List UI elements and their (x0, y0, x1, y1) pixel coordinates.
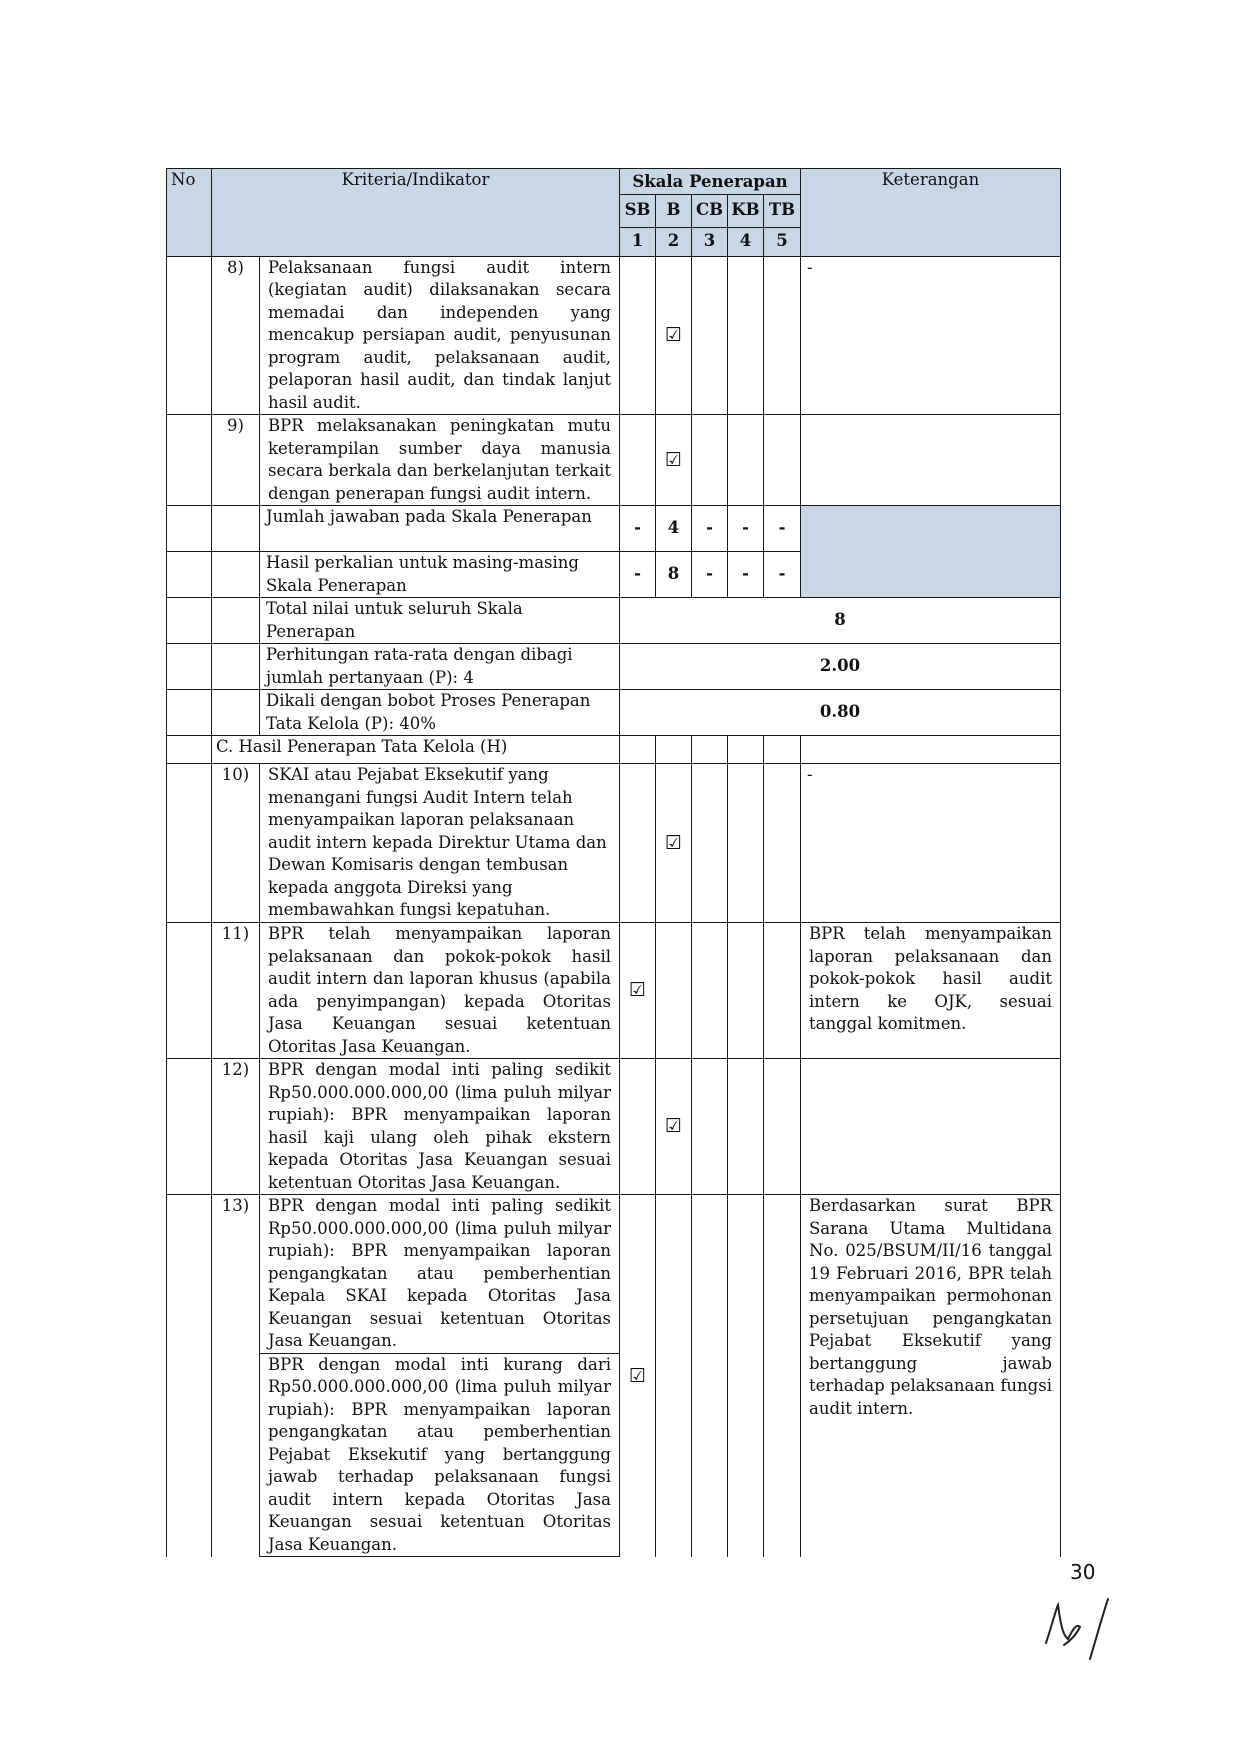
scale-cell-4 (728, 1195, 764, 1557)
header-number-4: 4 (728, 227, 764, 256)
scale-cell-4 (728, 736, 764, 764)
header-kriteria: Kriteria/Indikator (212, 169, 620, 257)
header-keterangan: Keterangan (801, 169, 1061, 257)
section-c-title: C. Hasil Penerapan Tata Kelola (H) (212, 736, 620, 764)
header-number-1: 1 (620, 227, 656, 256)
blank-no-cell (167, 644, 212, 690)
keterangan-cell: - (801, 256, 1061, 415)
criteria-text: BPR melaksanakan peningkatan mutu keterampilan sumber daya manusia secara berkala dan berkelanjutan terkait dengan penerapan fungsi audit intern. (260, 415, 620, 506)
criteria-row (167, 923, 1061, 1059)
summary-total-value: 8 (620, 598, 1061, 644)
keterangan-cell (801, 415, 1061, 506)
header-code-b: B (656, 194, 692, 227)
scale-cell-1 (620, 256, 656, 415)
handwritten-paraf-icon (1040, 1595, 1120, 1665)
criteria-row (167, 256, 1061, 415)
scale-cell-3 (692, 1059, 728, 1195)
shaded-cell (801, 506, 1061, 598)
scale-cell-2 (656, 923, 692, 1059)
summary-row-rata (167, 644, 1061, 690)
blank-no-cell (167, 736, 212, 764)
criteria-text: BPR dengan modal inti paling sedikit Rp50.000.000.000,00 (lima puluh milyar rupiah): BPR menyampaikan laporan hasil kaji ulang oleh pihak ekstern kepada Otoritas Jasa Keuangan sesuai ketentuan Otoritas Jasa Keuangan. (260, 1059, 620, 1195)
summary-row-total (167, 598, 1061, 644)
header-code-tb: TB (764, 194, 801, 227)
header-skala-penerapan: Skala Penerapan (620, 169, 801, 195)
keterangan-cell: - (801, 764, 1061, 923)
scale-cell-5 (764, 923, 801, 1059)
header-number-5: 5 (764, 227, 801, 256)
header-code-cb: CB (692, 194, 728, 227)
header-code-sb: SB (620, 194, 656, 227)
scale-cell-3 (692, 736, 728, 764)
keterangan-cell: Berdasarkan surat BPR Sarana Utama Multidana No. 025/BSUM/II/16 tanggal 19 Februari 2016, BPR telah menyampaikan permohonan persetujuan pengangkatan Pejabat Eksekutif yang bertanggung jawab terhadap pelaksanaan fungsi audit intern. (801, 1195, 1061, 1557)
scale-cell-3 (692, 764, 728, 923)
scale-cell-3 (692, 256, 728, 415)
scale-cell-1 (620, 764, 656, 923)
scale-cell-1 (620, 415, 656, 506)
header-number-2: 2 (656, 227, 692, 256)
scale-cell-1 (620, 736, 656, 764)
criteria-text-alt: BPR dengan modal inti kurang dari Rp50.000.000.000,00 (lima puluh milyar rupiah): BPR menyampaikan laporan pengangkatan atau pemberhentian Pejabat Eksekutif yang bertanggung jawab terhadap pelaksanaan fungsi audit intern kepada Otoritas Jasa Keuangan sesuai ketentuan Otoritas Jasa Keuangan. (260, 1353, 620, 1557)
blank-no-cell (167, 598, 212, 644)
blank-no-cell (167, 1059, 212, 1195)
checkbox-checked-icon: ☑ (620, 923, 656, 1059)
criteria-text: BPR telah menyampaikan laporan pelaksanaan dan pokok-pokok hasil audit intern dan laporan khusus (apabila ada penyimpangan) kepada Otoritas Jasa Keuangan sesuai ketentuan Otoritas Jasa Keuangan. (260, 923, 620, 1059)
summary-value-5: - (764, 552, 801, 598)
blank-no-cell (167, 506, 212, 552)
scale-cell-4 (728, 923, 764, 1059)
criteria-text: BPR dengan modal inti paling sedikit Rp50.000.000.000,00 (lima puluh milyar rupiah): BPR menyampaikan laporan pengangkatan atau pemberhentian Kepala SKAI kepada Otoritas Jasa Keuangan sesuai ketentuan Otoritas Jasa Keuangan. (260, 1195, 620, 1354)
row-number: 13) (212, 1195, 260, 1557)
blank-no-cell (167, 552, 212, 598)
scale-cell-4 (728, 256, 764, 415)
blank-num-cell (212, 690, 260, 736)
summary-label: Perhitungan rata-rata dengan dibagi jumlah pertanyaan (P): 4 (260, 644, 620, 690)
scale-cell-3 (692, 1195, 728, 1557)
blank-no-cell (167, 415, 212, 506)
row-number: 11) (212, 923, 260, 1059)
summary-row-jumlah (167, 506, 1061, 552)
blank-num-cell (212, 598, 260, 644)
row-number: 8) (212, 256, 260, 415)
checkbox-checked-icon: ☑ (656, 764, 692, 923)
scale-cell-5 (764, 736, 801, 764)
summary-value-1: - (620, 506, 656, 552)
criteria-row (167, 1195, 1061, 1354)
checkbox-checked-icon: ☑ (656, 1059, 692, 1195)
blank-num-cell (212, 552, 260, 598)
scale-cell-4 (728, 764, 764, 923)
keterangan-cell (801, 736, 1061, 764)
scale-cell-3 (692, 415, 728, 506)
criteria-row (167, 415, 1061, 506)
header-no: No (167, 169, 212, 257)
header-number-3: 3 (692, 227, 728, 256)
summary-value-4: - (728, 506, 764, 552)
blank-no-cell (167, 1195, 212, 1557)
summary-rata-value: 2.00 (620, 644, 1061, 690)
scale-cell-5 (764, 764, 801, 923)
scale-cell-4 (728, 1059, 764, 1195)
keterangan-cell (801, 1059, 1061, 1195)
summary-label: Total nilai untuk seluruh Skala Penerapan (260, 598, 620, 644)
blank-no-cell (167, 690, 212, 736)
header-code-kb: KB (728, 194, 764, 227)
blank-no-cell (167, 764, 212, 923)
row-number: 12) (212, 1059, 260, 1195)
keterangan-cell: BPR telah menyampaikan laporan pelaksanaan dan pokok-pokok hasil audit intern ke OJK, sesuai tanggal komitmen. (801, 923, 1061, 1059)
criteria-row (167, 764, 1061, 923)
criteria-text: Pelaksanaan fungsi audit intern (kegiatan audit) dilaksanakan secara memadai dan independen yang mencakup persiapan audit, penyusunan program audit, pelaksanaan audit, pelaporan hasil audit, dan tindak lanjut hasil audit. (260, 256, 620, 415)
checkbox-checked-icon: ☑ (656, 256, 692, 415)
scale-cell-5 (764, 1059, 801, 1195)
summary-value-5: - (764, 506, 801, 552)
scale-cell-1 (620, 1059, 656, 1195)
summary-value-3: - (692, 552, 728, 598)
section-c-row (167, 736, 1061, 764)
blank-no-cell (167, 256, 212, 415)
summary-label: Dikali dengan bobot Proses Penerapan Tata Kelola (P): 40% (260, 690, 620, 736)
row-number: 10) (212, 764, 260, 923)
checkbox-checked-icon: ☑ (656, 415, 692, 506)
scale-cell-4 (728, 415, 764, 506)
assessment-table (166, 168, 1061, 1557)
blank-num-cell (212, 644, 260, 690)
scale-cell-3 (692, 923, 728, 1059)
scale-cell-5 (764, 1195, 801, 1557)
summary-value-1: - (620, 552, 656, 598)
summary-value-2: 8 (656, 552, 692, 598)
summary-label: Jumlah jawaban pada Skala Penerapan (260, 506, 620, 552)
page-number: 30 (1070, 1560, 1096, 1584)
summary-value-3: - (692, 506, 728, 552)
checkbox-checked-icon: ☑ (620, 1195, 656, 1557)
criteria-row (167, 1059, 1061, 1195)
scale-cell-2 (656, 736, 692, 764)
scale-cell-5 (764, 415, 801, 506)
summary-row-bobot (167, 690, 1061, 736)
summary-bobot-value: 0.80 (620, 690, 1061, 736)
scale-cell-5 (764, 256, 801, 415)
scale-cell-2 (656, 1195, 692, 1557)
blank-num-cell (212, 506, 260, 552)
summary-value-2: 4 (656, 506, 692, 552)
summary-label: Hasil perkalian untuk masing-masing Skala Penerapan (260, 552, 620, 598)
row-number: 9) (212, 415, 260, 506)
blank-no-cell (167, 923, 212, 1059)
summary-value-4: - (728, 552, 764, 598)
criteria-text: SKAI atau Pejabat Eksekutif yang menangani fungsi Audit Intern telah menyampaikan laporan pelaksanaan audit intern kepada Direktur Utama dan Dewan Komisaris dengan tembusan kepada anggota Direksi yang membawahkan fungsi kepatuhan. (260, 764, 620, 923)
